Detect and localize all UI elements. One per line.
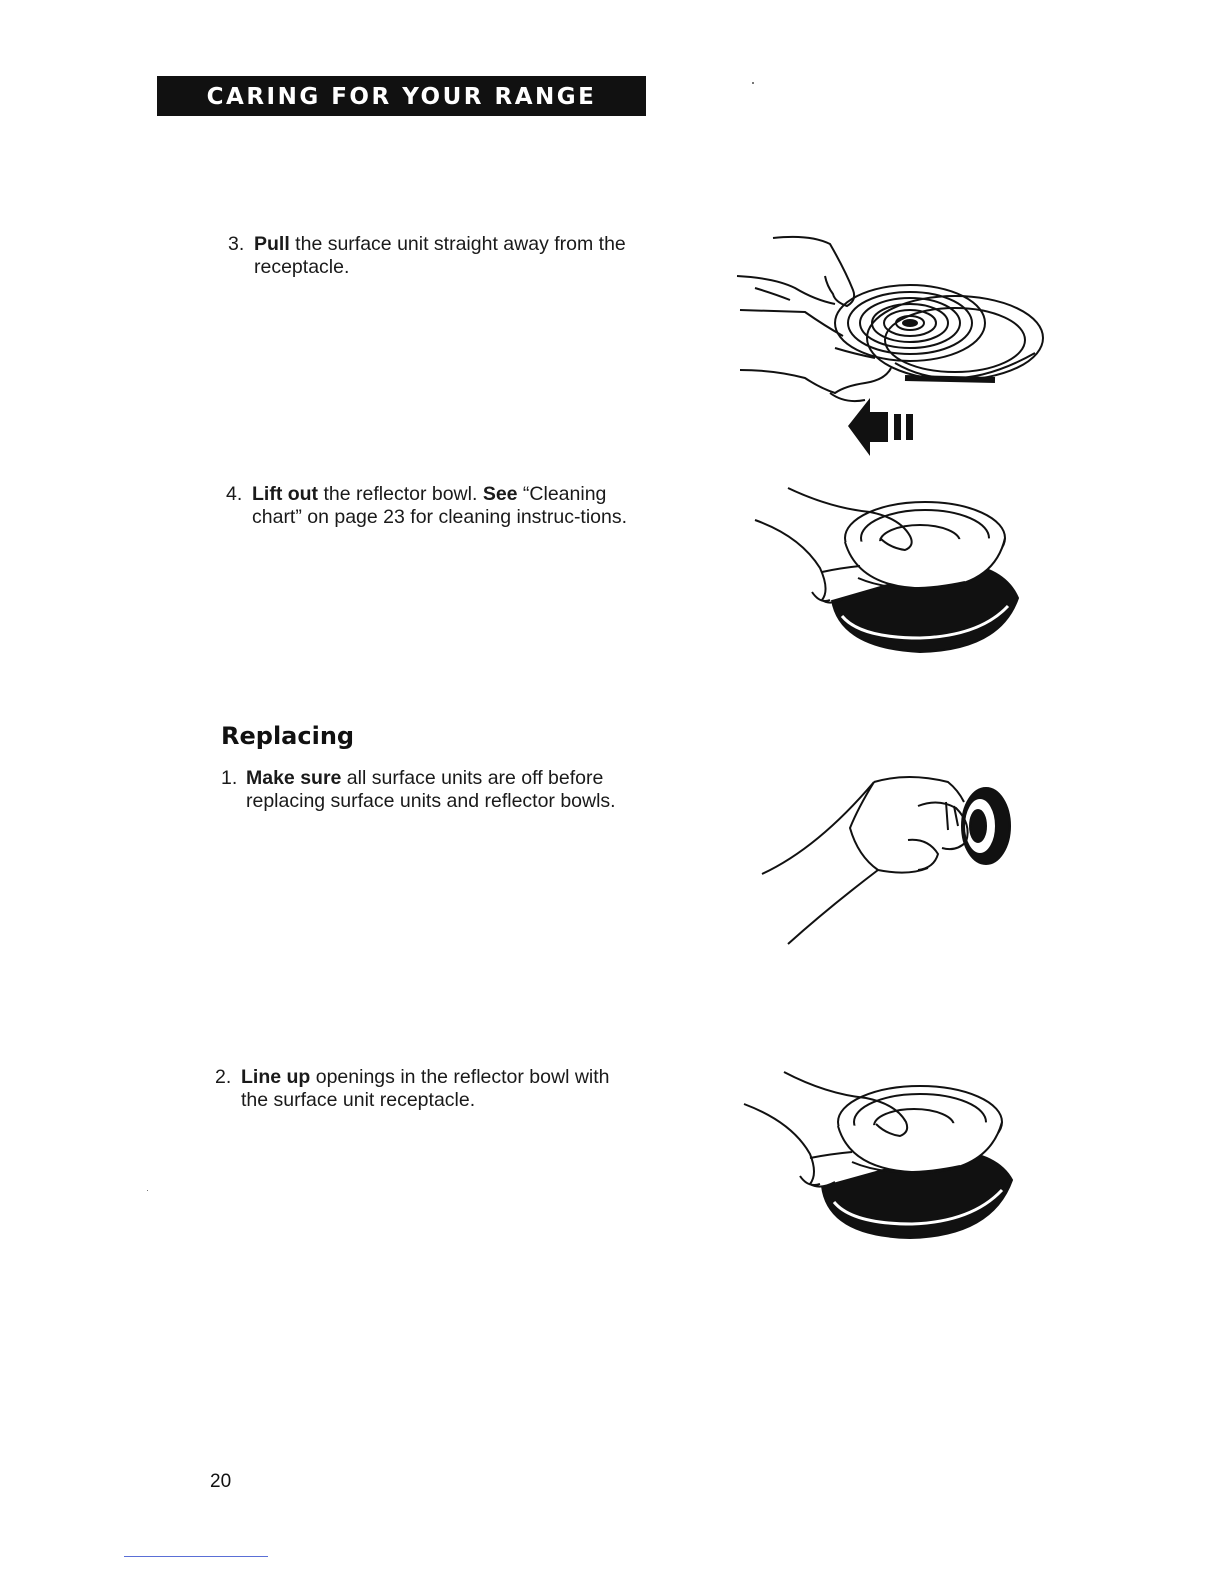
line-up-bowl-illustration [740,1068,1020,1248]
step-action: Line up [241,1066,311,1088]
control-knob-illustration [758,768,1018,948]
step-3 [228,233,638,279]
page-number: 20 [210,1471,232,1492]
section-banner [157,76,646,116]
scan-speck [147,1190,148,1191]
step-number: 2. [215,1066,232,1088]
step-text [241,1066,615,1112]
step-description: all surface units are off before replacing surface units and reflector bowls. [246,767,616,812]
step-action: Lift out [252,483,319,505]
step-text [254,233,638,279]
banner-title: CARING FOR YOUR RANGE [206,84,597,110]
step-reference: “Cleaning chart” on page 23 for cleaning instruc-tions. [252,483,628,528]
step-text [252,483,638,529]
step-description: the surface unit straight away from the receptacle. [254,233,626,278]
scan-speck [752,82,754,84]
step-text [246,767,636,813]
step-number: 4. [226,483,243,505]
footer-rule [124,1556,268,1557]
step-see: See [482,483,518,505]
step-action: Make sure [246,767,342,789]
step-action: Pull [254,233,290,255]
lift-bowl-illustration [750,478,1025,658]
replacing-step-1 [221,767,636,813]
replacing-step-2 [215,1066,615,1112]
step-description: the reflector bowl. [318,483,483,505]
left-arrow-icon [848,398,922,456]
step-number: 3. [228,233,245,255]
step-number: 1. [221,767,238,789]
section-heading: Replacing [221,722,355,750]
step-4 [226,483,638,529]
step-description: openings in the reflector bowl with the surface unit receptacle. [241,1066,610,1111]
